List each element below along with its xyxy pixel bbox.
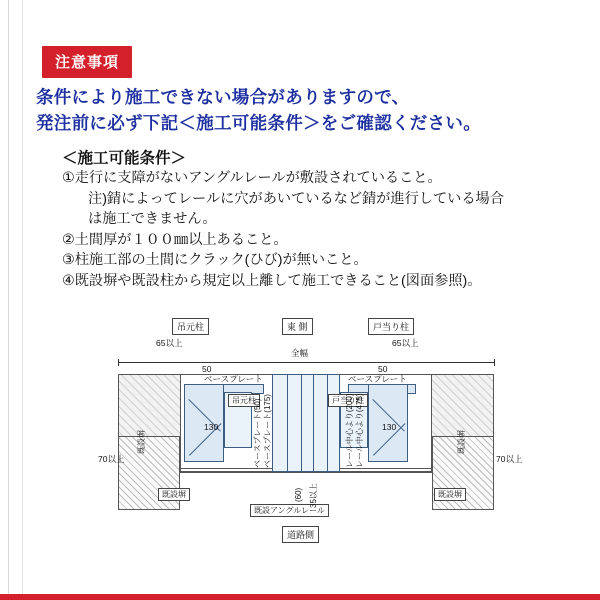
- dim-plate-left: 50: [202, 364, 212, 374]
- label-base-plate-right: ベースプレート: [348, 374, 407, 384]
- dim-post-left: 130: [204, 422, 219, 432]
- dim-tick: [494, 359, 495, 366]
- dim-vertical-6: 35以上: [309, 483, 318, 508]
- conditions-title: ＜施工可能条件＞: [62, 150, 187, 167]
- technical-drawing: [96, 318, 523, 562]
- dim-vertical-1: ベースプレート(50): [253, 398, 262, 468]
- label-right-post: 戸当り柱: [368, 318, 414, 335]
- label-existing-wall-right: 既設塀: [457, 430, 466, 454]
- condition-item: 注)錆によってレールに穴があいているなど錆が進行している場合: [88, 190, 504, 207]
- label-inner-post-right: 戸当り柱: [328, 394, 368, 407]
- center-channel: [272, 374, 340, 472]
- dim-wall-clear-left: 70以上: [98, 454, 125, 464]
- label-existing-wall-right-box: 既設塀: [434, 488, 466, 501]
- dim-vertical-4: レール中心より(475): [355, 393, 364, 468]
- dim-clear-left: 65以上: [156, 338, 183, 348]
- headline-line-1: 条件により施工できない場合がありますので、: [36, 87, 410, 107]
- overall-dimension-line: [118, 362, 494, 363]
- label-inner-post-left: 吊元柱: [228, 394, 260, 407]
- dim-full-width: 全幅: [291, 348, 309, 358]
- dim-post-right: 130: [382, 422, 397, 432]
- dim-tick: [118, 359, 119, 366]
- label-existing-wall-left-box: 既設塀: [158, 488, 190, 501]
- condition-item: ②土間厚が１００㎜以上あること。: [62, 231, 288, 248]
- bottom-red-rule: [0, 594, 600, 600]
- dim-plate-right: 50: [378, 364, 388, 374]
- conditions-list: [62, 168, 562, 291]
- page-left-margin: [0, 0, 23, 600]
- label-existing-angle-rail: 既設アングルレール: [250, 504, 329, 517]
- notice-badge: 注意事項: [42, 46, 132, 78]
- label-left-post: 吊元柱: [172, 318, 209, 335]
- label-road-side: 道路側: [282, 526, 319, 543]
- dim-vertical-3: レール中心より(200): [345, 393, 354, 468]
- dim-wall-clear-right: 70以上: [496, 454, 523, 464]
- dim-vertical-5: (60): [294, 487, 303, 502]
- label-existing-wall-left: 既設塀: [137, 430, 146, 454]
- label-east-side: 東 側: [282, 318, 313, 335]
- dim-clear-right: 65以上: [392, 338, 419, 348]
- dim-vertical-2: ベースプレート(175): [263, 394, 272, 468]
- condition-item: ④既設塀や既設柱から規定以上離して施工できること(図面参照)。: [62, 272, 482, 289]
- label-base-plate-left: ベースプレート: [204, 374, 263, 384]
- condition-item: ①走行に支障がないアングルレールが敷設されていること。: [62, 170, 442, 186]
- condition-item: ③柱施工部の土間にクラック(ひび)が無いこと。: [62, 252, 368, 268]
- condition-item: は施工できません。: [88, 211, 217, 227]
- headline-line-2: 発注前に必ず下記＜施工可能条件＞をご確認ください。: [36, 113, 481, 133]
